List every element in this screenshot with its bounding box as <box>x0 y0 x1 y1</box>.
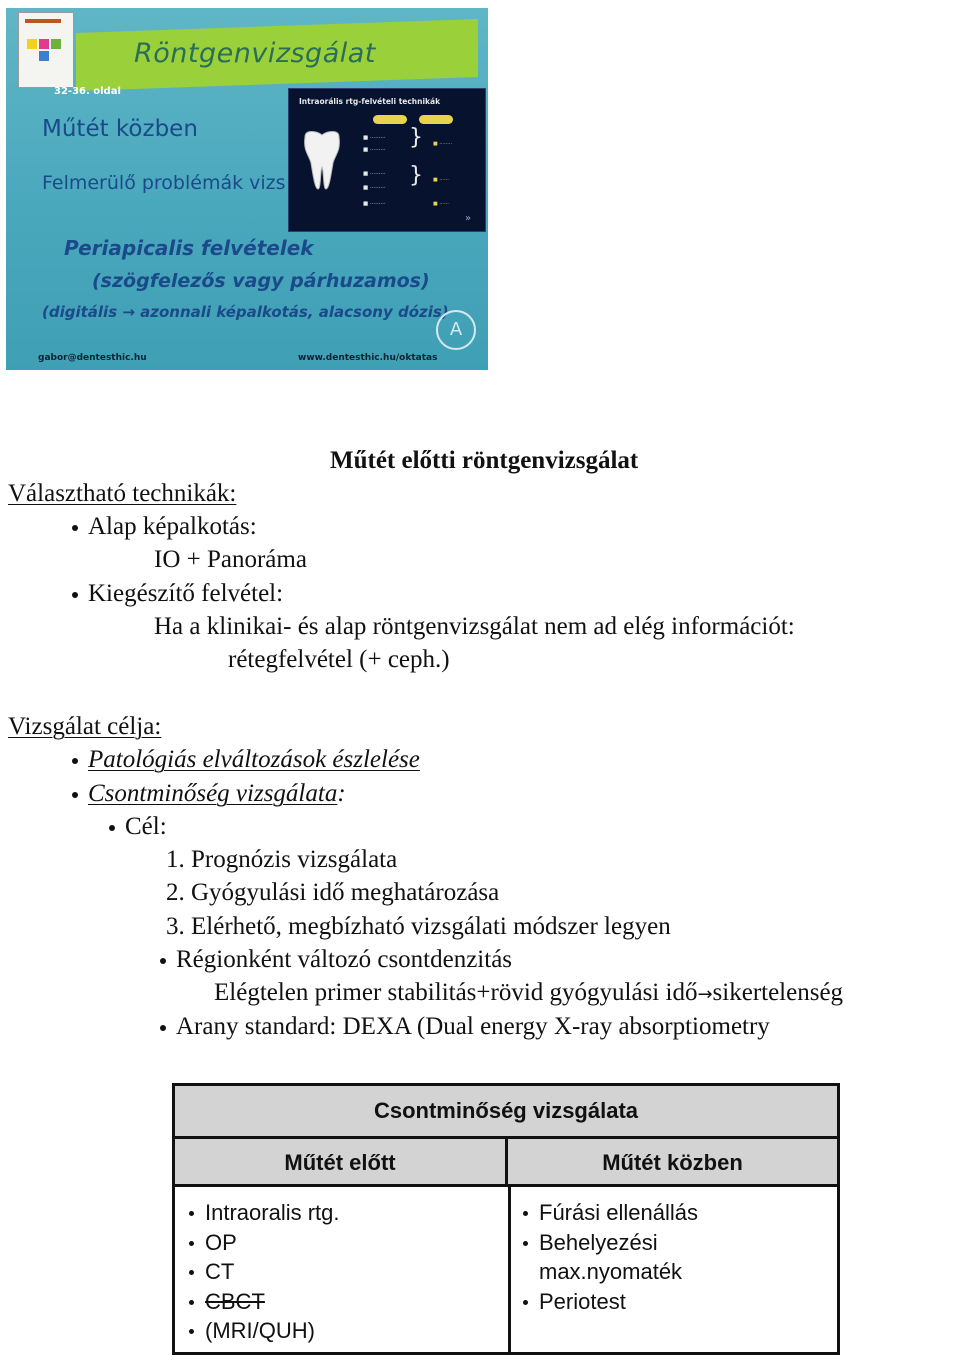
slide-line-2: (szögfelezős vagy párhuzamos) <box>92 270 430 292</box>
table-title: Csontminőség vizsgálata <box>175 1086 837 1139</box>
table-col-header-during: Műtét közben <box>508 1139 837 1187</box>
list-item: CBCT <box>205 1287 340 1317</box>
basic-imaging-label: Alap képalkotás: <box>88 513 257 540</box>
slide-title: Röntgenvizsgálat <box>134 38 376 69</box>
inset-note: ■ ········ <box>433 141 453 147</box>
during-surgery-list <box>539 1198 698 1316</box>
inset-pill <box>373 115 407 124</box>
techniques-heading: Választható technikák: <box>8 480 237 507</box>
supplementary-label: Kiegészítő felvétel: <box>88 580 284 607</box>
gold-standard-item: Arany standard: DEXA (Dual energy X-ray absorptiometry <box>176 1013 770 1040</box>
before-surgery-list <box>205 1198 340 1346</box>
slide-footer-email: gabor@dentesthic.hu <box>38 353 147 363</box>
bone-quality-table <box>172 1083 840 1355</box>
brace-icon: } <box>409 163 423 188</box>
basic-imaging-value: IO + Panoráma <box>154 546 307 573</box>
table-col-header-before: Műtét előtt <box>175 1139 508 1187</box>
goal-item: 1. Prognózis vizsgálata <box>166 846 398 873</box>
slide-image <box>6 8 488 370</box>
inset-pill <box>419 115 453 124</box>
list-item: (MRI/QUH) <box>205 1316 340 1346</box>
slide-page-ref: 32-36. oldal <box>54 86 121 97</box>
bone-quality-colon: : <box>337 780 346 807</box>
inset-title: Intraorális rtg-felvételi technikák <box>299 97 441 106</box>
brace-icon: } <box>409 125 423 150</box>
insufficient-text-a: Elégtelen primer stabilitás+rövid gyógyulási idő <box>214 979 698 1006</box>
inset-note: ■ ······ <box>433 201 449 207</box>
purpose-heading: Vizsgálat célja: <box>8 713 162 740</box>
slide-heading: Műtét közben <box>42 116 198 142</box>
supplementary-line-1: Ha a klinikai- és alap röntgenvizsgálat nem ad elég információt: <box>154 613 795 640</box>
goal-item: 3. Elérhető, megbízható vizsgálati módszer legyen <box>166 913 671 940</box>
right-arrow-icon: → <box>697 984 713 1005</box>
inset-row-mark: ■ ········· <box>363 171 386 177</box>
table-divider <box>508 1187 511 1352</box>
forward-arrow-icon: » <box>465 213 472 224</box>
purpose-item-bone-quality <box>88 779 346 809</box>
inset-row-mark: ■ ········· <box>363 185 386 191</box>
list-item: max.nyomaték <box>539 1259 683 1284</box>
slide-line-1: Periapicalis felvételek <box>64 236 314 260</box>
slide-footer-url: www.dentesthic.hu/oktatas <box>298 353 438 363</box>
tooth-icon <box>299 129 345 193</box>
inset-row-mark: ■ ········· <box>363 147 386 153</box>
slide-line-3: (digitális → azonnali képalkotás, alacsony dózis) <box>42 303 449 321</box>
list-item: Periotest <box>539 1287 698 1317</box>
purpose-item-pathology: Patológiás elváltozások észlelése <box>88 746 420 773</box>
inset-row-mark: ■ ········· <box>363 135 386 141</box>
document-title: Műtét előtti röntgenvizsgálat <box>330 447 639 474</box>
insufficient-text-b: sikertelenség <box>712 979 844 1006</box>
list-item: Fúrási ellenállás <box>539 1198 698 1228</box>
inset-diagram <box>288 88 486 232</box>
slide-subheading: Felmerülő problémák vizs <box>42 172 286 194</box>
inset-note: ■ ······ <box>433 177 449 183</box>
bone-quality-text: Csontminőség vizsgálata <box>88 780 338 807</box>
list-item: Intraoralis rtg. <box>205 1198 340 1228</box>
goal-item: 2. Gyógyulási idő meghatározása <box>166 879 500 906</box>
list-item: OP <box>205 1228 340 1258</box>
goal-label: Cél: <box>125 813 167 840</box>
author-logo-icon: A <box>436 310 476 350</box>
list-item: Behelyezési <box>539 1228 698 1258</box>
supplementary-line-2: rétegfelvétel (+ ceph.) <box>228 646 450 673</box>
inset-row-mark: ■ ········· <box>363 201 386 207</box>
regional-density-item: Régionként változó csontdenzitás <box>176 946 513 973</box>
list-item: CT <box>205 1257 340 1287</box>
insufficient-stability-line <box>214 978 843 1010</box>
book-cover-icon <box>18 12 74 88</box>
